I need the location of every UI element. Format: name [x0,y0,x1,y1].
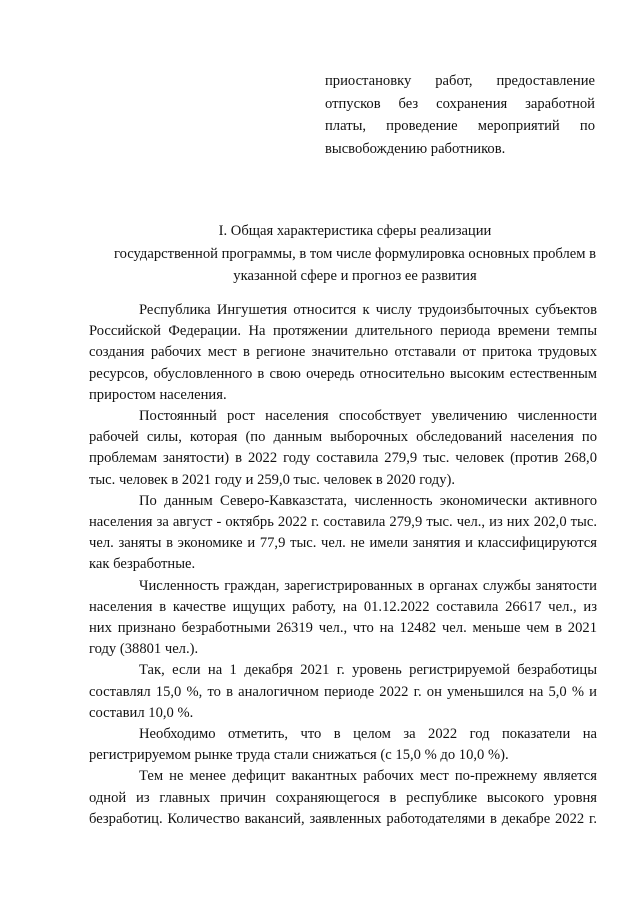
text-line: Республика Ингушетия относится к числу трудоизбыточных субъектов [139,302,597,318]
heading-line: указанной сфере и прогноз ее развития [233,268,477,284]
paragraph [89,724,597,766]
text-line: проблемам занятости) в 2022 году составила 279,9 тыс. человек (против 268,0 [89,450,597,467]
heading-line: I. Общая характеристика сферы реализации [218,223,492,239]
paragraph [89,660,597,724]
text-line: Численность граждан, зарегистрированных в органах службы занятости [139,577,597,594]
text-line: платы, проведение мероприятий по [325,118,595,134]
paragraph [89,300,597,406]
text-line: составлял 15,0 %, то в аналогичном периоде 2022 г. он уменьшился на 5,0 % и [89,683,597,700]
text-line: чел. заняты в экономике и 77,9 тыс. чел. не имели занятия и классифицируются [89,535,597,552]
text-line: как безработные. [89,556,196,573]
body-text [89,300,597,830]
text-line: рабочей силы, которая (по данным выборочных обследований населения по [89,429,597,446]
section-heading [90,220,620,288]
text-line: одной из главных причин сохраняющегося в республике высокого уровня [89,789,597,806]
text-line: Необходимо отметить, что в целом за 2022 год показатели на [139,726,597,743]
continuation-text-block [325,70,595,160]
text-line: Российской Федерации. На протяжении длительного периода времени темпы [89,323,597,340]
text-line: тыс. человек в 2021 году и 259,0 тыс. человек в 2020 году). [89,471,456,488]
text-line: составил 10,0 %. [89,704,194,721]
text-line: населения за август - октябрь 2022 г. составила 279,9 тыс. чел., из них 202,0 тыс. [89,514,597,531]
text-line: них признано безработными 26319 чел., что на 12482 чел. меньше чем в 2021 [89,620,597,637]
text-line: регистрируемом рынке труда стали снижаться (с 15,0 % до 10,0 %). [89,747,509,764]
text-line: ресурсов, обусловленного в свою очередь относительно высоким естественным [89,365,597,382]
paragraph [89,491,597,576]
paragraph [89,576,597,661]
text-line: Постоянный рост населения способствует увеличению численности [139,408,597,425]
text-line: приростом населения. [89,386,227,403]
text-line: населения в качестве ищущих работу, на 01.12.2022 составила 26617 чел., из [89,598,597,615]
text-line: высвобождению работников. [325,140,506,157]
text-line: отпусков без сохранения заработной [325,95,595,112]
text-line: безработиц. Количество вакансий, заявленных работодателями в декабре 2022 г. [89,810,597,827]
paragraph [89,406,597,491]
text-line: создания рабочих мест в регионе значительно отставали от притока трудовых [89,344,597,361]
heading-line: государственной программы, в том числе формулировка основных проблем в [113,245,597,262]
text-line: Так, если на 1 декабря 2021 г. уровень регистрируемой безработицы [139,662,597,679]
text-line: году (38801 чел.). [89,641,199,658]
text-line: По данным Северо-Кавказстата, численность экономически активного [139,492,597,509]
text-line: приостановку работ, предоставление [325,73,595,89]
paragraph [89,766,597,830]
text-line: Тем не менее дефицит вакантных рабочих мест по-прежнему является [139,768,597,785]
continuation-paragraph [325,70,595,160]
